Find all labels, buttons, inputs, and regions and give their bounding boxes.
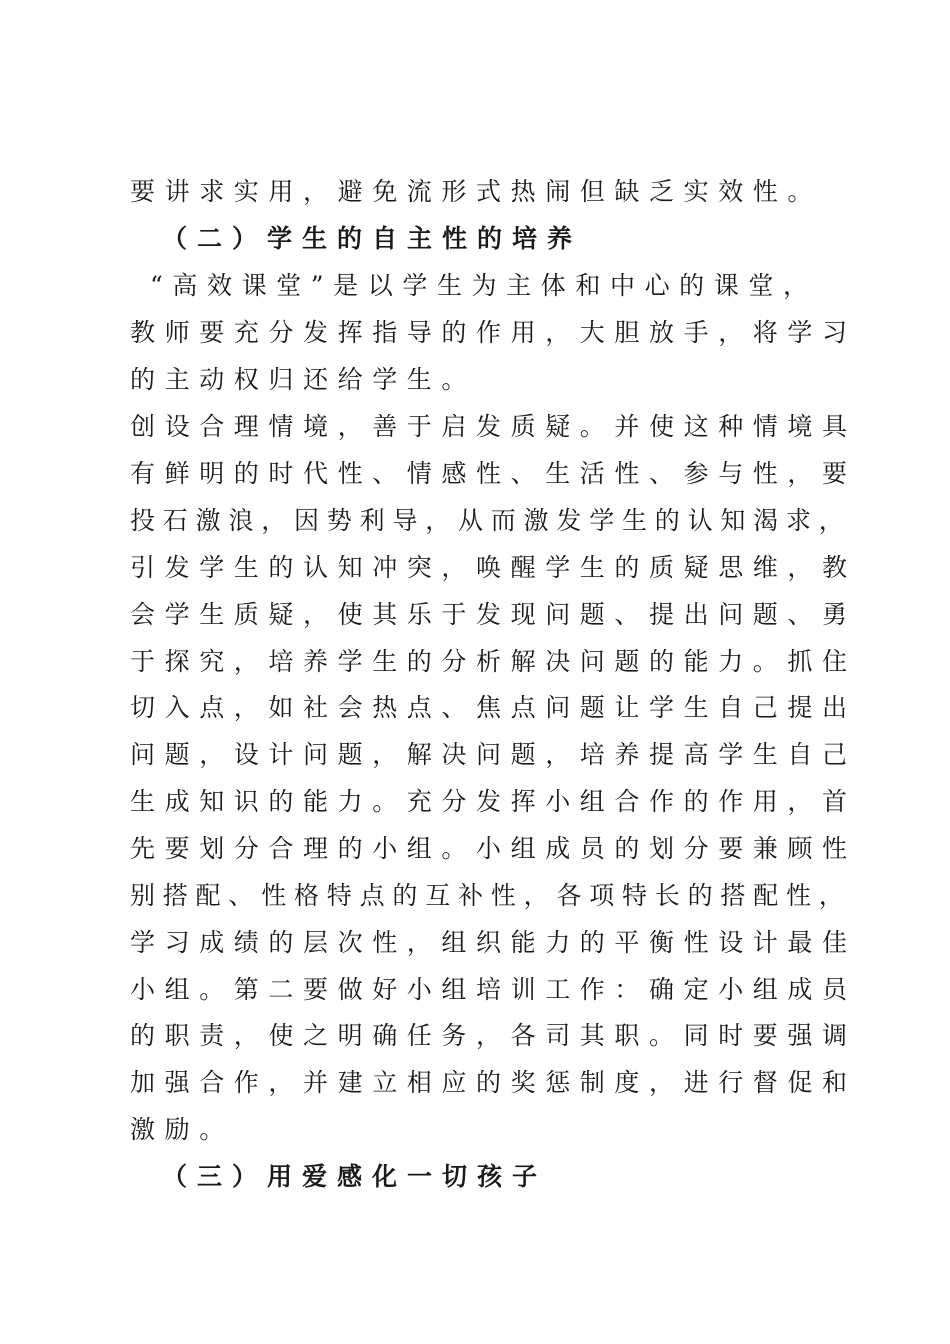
paragraph-line: 的主动权归还给学生。 <box>130 365 477 394</box>
paragraph-line: 引发学生的认知冲突，唤醒学生的质疑思维，教 <box>130 553 857 582</box>
paragraph-line: 小组。第二要做好小组培训工作：确定小组成员 <box>130 975 857 1004</box>
paragraph-line: 加强合作，并建立相应的奖惩制度，进行督促和 <box>130 1068 857 1097</box>
paragraph-line: 问题，设计问题，解决问题，培养提高学生自己 <box>130 740 857 769</box>
paragraph-line: 别搭配、性格特点的互补性，各项特长的搭配性， <box>130 881 852 910</box>
paragraph-line: 切入点，如社会热点、焦点问题让学生自己提出 <box>130 693 857 722</box>
paragraph-line: 于探究，培养学生的分析解决问题的能力。抓住 <box>130 647 857 676</box>
paragraph-line: 创设合理情境，善于启发质疑。并使这种情境具 <box>130 412 857 441</box>
paragraph-line: 学习成绩的层次性，组织能力的平衡性设计最佳 <box>130 928 857 957</box>
paragraph-line: 生成知识的能力。充分发挥小组合作的作用，首 <box>130 787 857 816</box>
section-heading: （二）学生的自主性的培养 <box>162 224 583 253</box>
paragraph-line: 教师要充分发挥指导的作用，大胆放手，将学习 <box>130 318 857 347</box>
section-heading: （三）用爱感化一切孩子 <box>162 1162 548 1191</box>
paragraph-line: 的职责，使之明确任务，各司其职。同时要强调 <box>130 1021 857 1050</box>
paragraph-line: “高效课堂”是以学生为主体和中心的课堂， <box>150 271 818 300</box>
paragraph-line: 先要划分合理的小组。小组成员的划分要兼顾性 <box>130 834 857 863</box>
paragraph-line: 会学生质疑，使其乐于发现问题、提出问题、勇 <box>130 600 857 629</box>
paragraph-line: 投石激浪，因势利导，从而激发学生的认知渴求， <box>130 506 852 535</box>
paragraph-line: 有鲜明的时代性、情感性、生活性、参与性，要 <box>130 459 857 488</box>
paragraph-line: 激励。 <box>130 1115 234 1144</box>
paragraph-line: 要讲求实用，避免流形式热闹但缺乏实效性。 <box>130 177 823 206</box>
